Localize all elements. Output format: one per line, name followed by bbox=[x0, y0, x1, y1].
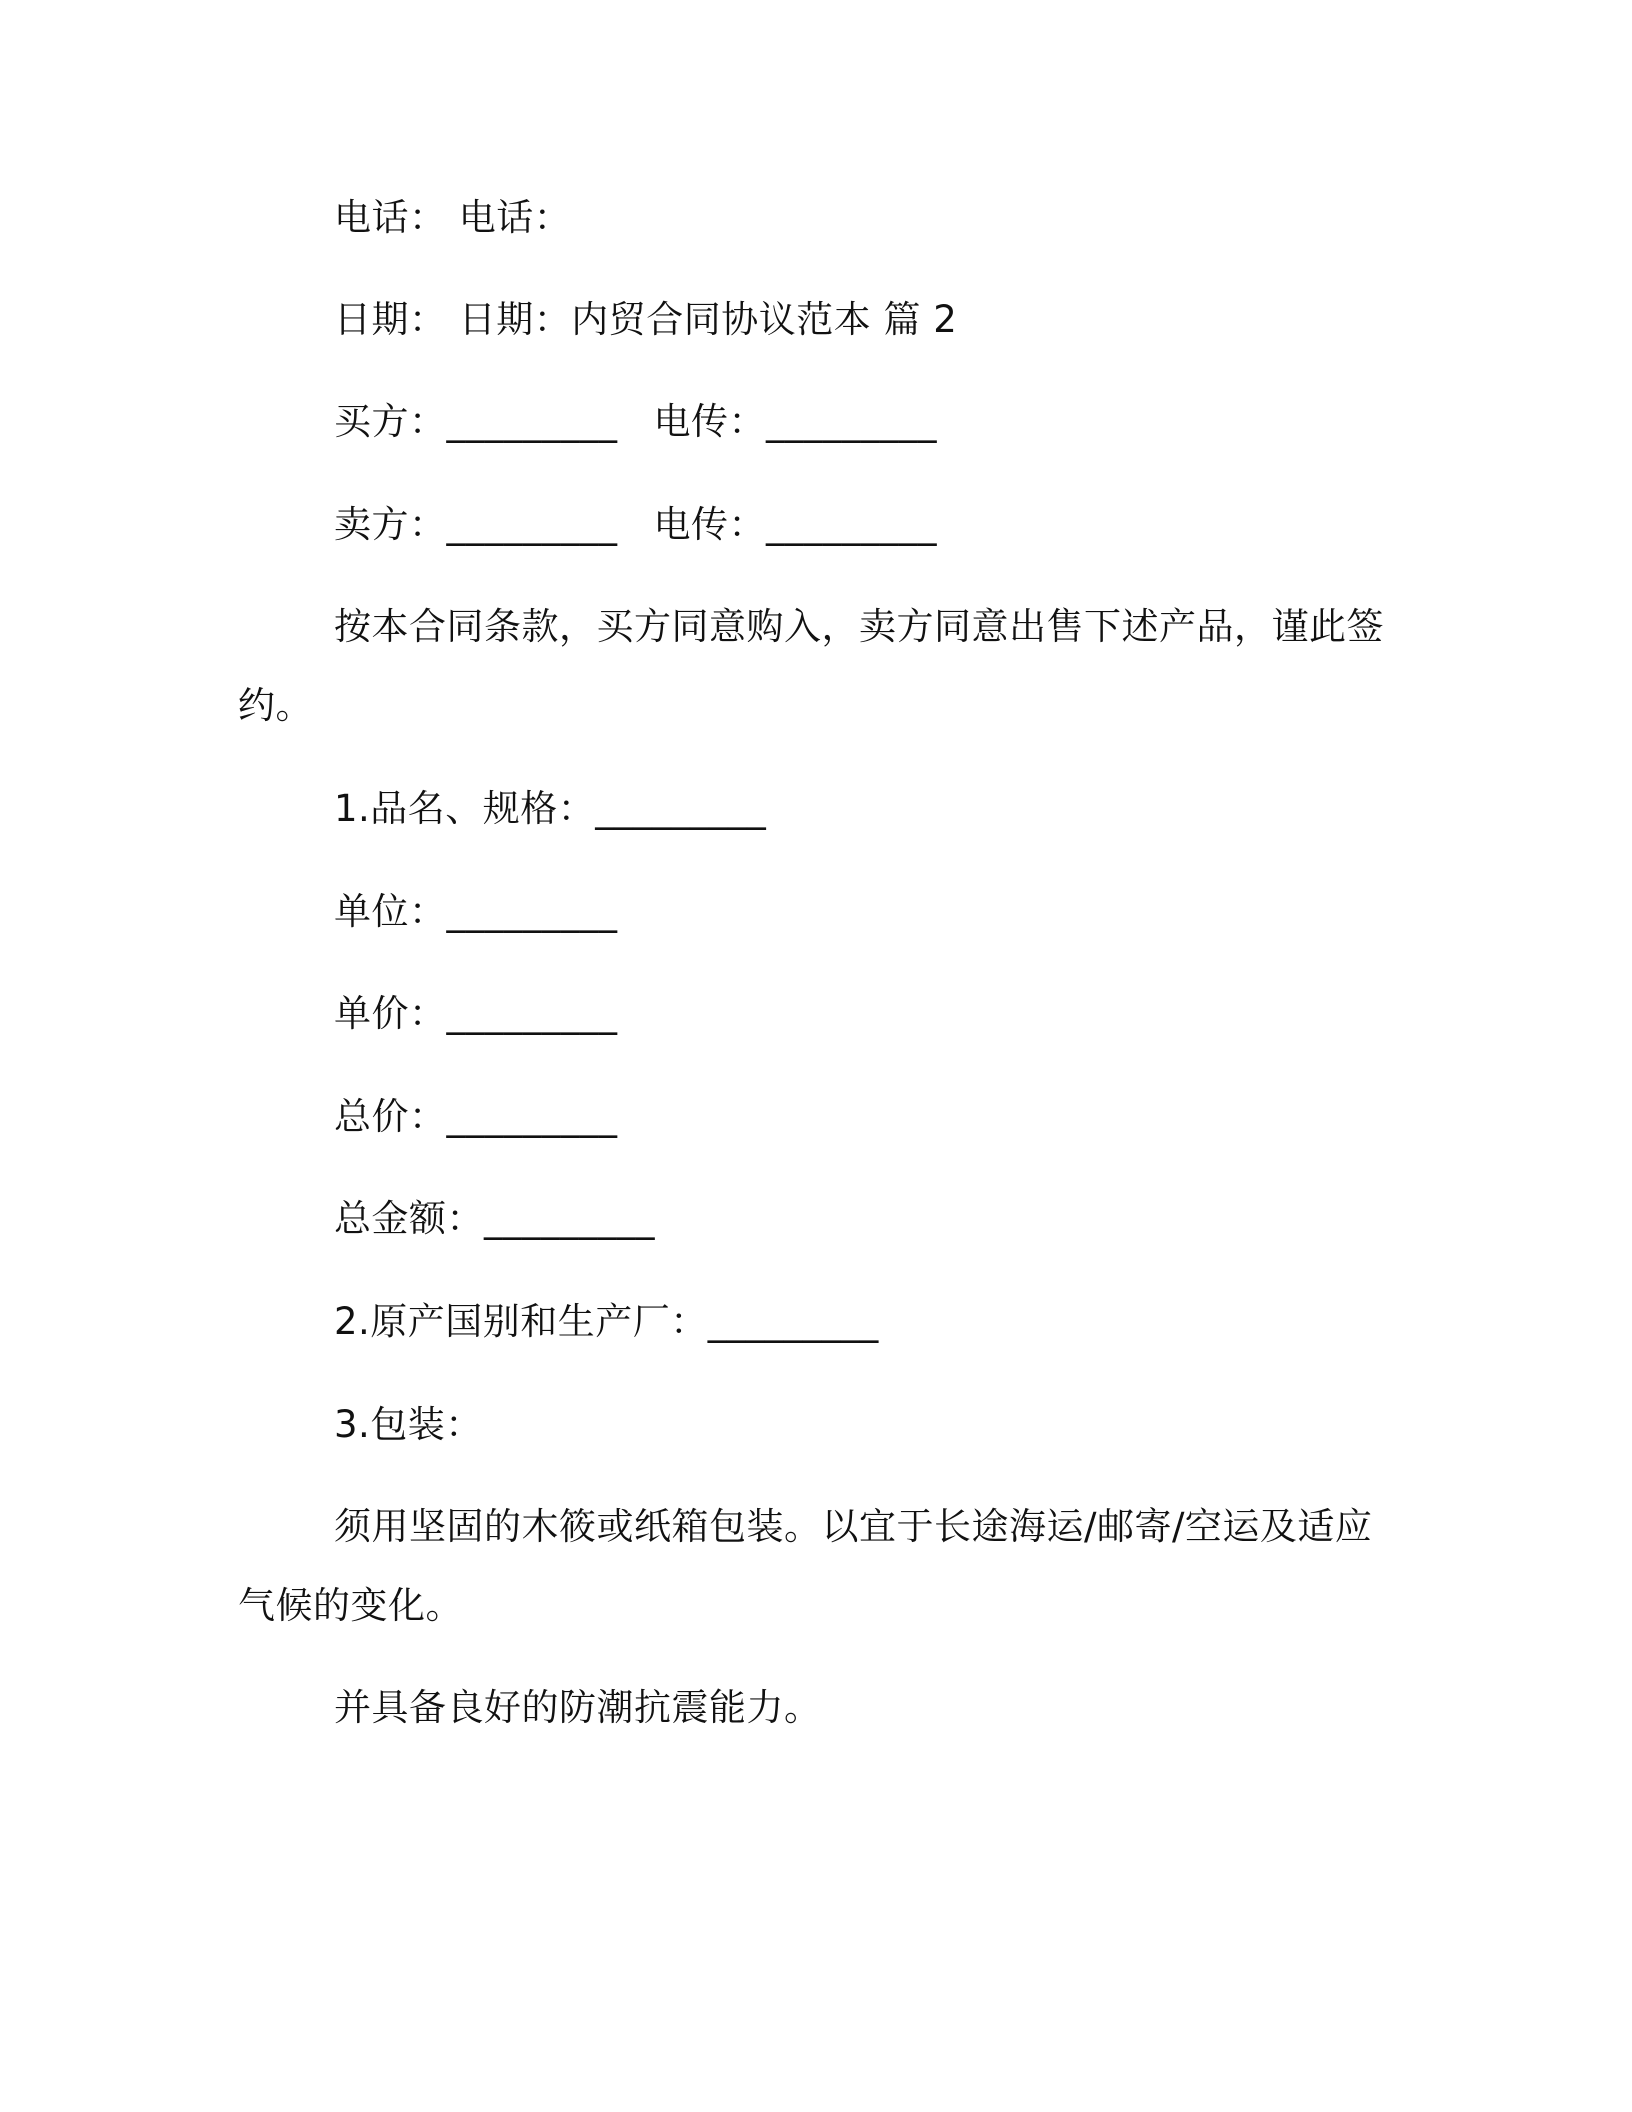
total-amount-line: 总金额：_________ bbox=[334, 1197, 655, 1240]
packing-desc-line-3: 并具备良好的防潮抗震能力。 bbox=[334, 1686, 822, 1729]
buyer-line bbox=[334, 400, 937, 444]
total-price-line: 总价：_________ bbox=[334, 1095, 618, 1138]
buyer-fax-field: 电传：_________ bbox=[653, 400, 937, 443]
seller-line bbox=[334, 503, 937, 547]
unit-line: 单位：_________ bbox=[334, 890, 618, 933]
packing-desc-line-1: 须用坚固的木筱或纸箱包装。以宜于长途海运/邮寄/空运及适应 bbox=[334, 1505, 1373, 1548]
agreement-paragraph-line-1: 按本合同条款，买方同意购入，卖方同意出售下述产品，谨此签 bbox=[334, 605, 1384, 648]
packing-desc-line-2: 气候的变化。 bbox=[238, 1584, 463, 1627]
item-name-line: 1.品名、规格：_________ bbox=[334, 787, 767, 830]
buyer-field: 买方：_________ bbox=[334, 400, 618, 443]
agreement-paragraph-line-2: 约。 bbox=[238, 684, 313, 727]
unit-price-line: 单价：_________ bbox=[334, 992, 618, 1035]
phone-line: 电话： 电话： bbox=[334, 196, 572, 239]
seller-field: 卖方：_________ bbox=[334, 503, 618, 546]
origin-line: 2.原产国别和生产厂：_________ bbox=[334, 1300, 879, 1343]
seller-fax-field: 电传：_________ bbox=[653, 503, 937, 546]
packing-line: 3.包装： bbox=[334, 1403, 483, 1446]
date-line: 日期： 日期：内贸合同协议范本 篇 2 bbox=[334, 298, 958, 341]
